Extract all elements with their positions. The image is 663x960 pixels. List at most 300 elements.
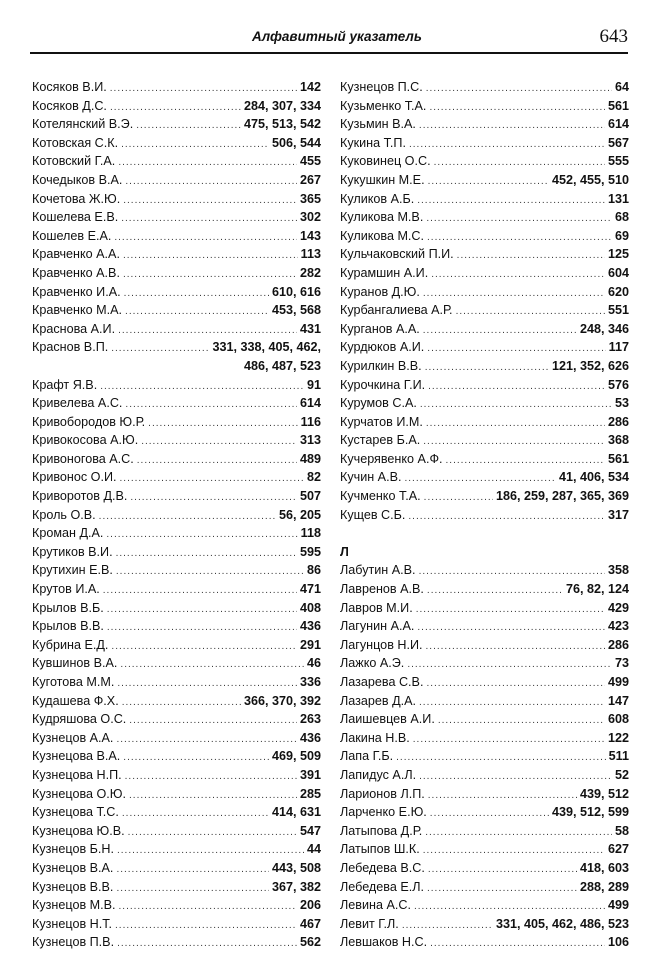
entry-name: Кривокосова А.Ю. (32, 433, 139, 448)
entry-pages: 471 (299, 582, 321, 597)
dot-leader (130, 489, 297, 506)
index-entry (340, 338, 629, 357)
entry-pages: 125 (607, 247, 629, 262)
index-entry (32, 264, 321, 283)
index-entry (340, 487, 629, 506)
entry-pages: 68 (614, 210, 629, 225)
entry-pages: 431 (299, 321, 321, 336)
entry-pages: 614 (607, 117, 629, 132)
dot-leader (434, 154, 605, 171)
entry-pages: 267 (299, 172, 321, 187)
index-entry (340, 134, 629, 153)
entry-pages: 486, 487, 523 (243, 358, 321, 373)
entry-name: Кривонос О.И. (32, 470, 117, 485)
entry-name: Курчатов И.М. (340, 414, 423, 429)
index-entry (340, 115, 629, 134)
dot-leader (426, 210, 612, 227)
index-entry (32, 376, 321, 395)
entry-name: Краснова А.И. (32, 321, 116, 336)
entry-pages: 561 (607, 451, 629, 466)
entry-name: Лебедева В.С. (340, 860, 425, 875)
entry-name: Кукина Т.П. (340, 135, 406, 150)
index-entry (340, 190, 629, 209)
entry-pages: 436 (299, 730, 321, 745)
entry-pages: 286 (607, 414, 629, 429)
index-entry (340, 617, 629, 636)
entry-pages: 118 (300, 526, 321, 541)
entry-pages: 317 (607, 507, 629, 522)
index-entry (32, 320, 321, 339)
dot-leader (417, 192, 605, 209)
entry-name: Курганов А.А. (340, 321, 420, 336)
entry-name: Кузнецова Ю.В. (32, 823, 125, 838)
entry-name: Кузнецова Н.П. (32, 767, 122, 782)
dot-leader (107, 601, 297, 618)
index-entry (340, 78, 629, 97)
entry-name: Кузнецова В.А. (32, 749, 121, 764)
entry-pages: 86 (306, 563, 321, 578)
index-entry (340, 97, 629, 116)
dot-leader (111, 638, 297, 655)
index-entry (32, 785, 321, 804)
index-entry (32, 190, 321, 209)
dot-leader (125, 173, 297, 190)
index-entry (340, 227, 629, 246)
dot-leader (118, 154, 297, 171)
index-entry (32, 134, 321, 153)
dot-leader (123, 266, 297, 283)
entry-pages: 595 (299, 544, 321, 559)
entry-pages: 56, 205 (278, 507, 321, 522)
entry-pages: 117 (608, 340, 629, 355)
entry-name: Лагунцов Н.И. (340, 637, 423, 652)
dot-leader (438, 712, 605, 729)
index-entry (32, 394, 321, 413)
dot-leader (116, 563, 304, 580)
entry-name: Котелянский В.Э. (32, 117, 134, 132)
index-column-left (32, 78, 321, 952)
entry-pages: 551 (607, 303, 629, 318)
entry-name: Кучменко Т.А. (340, 489, 421, 504)
entry-pages: 576 (607, 377, 629, 392)
entry-pages: 106 (607, 935, 629, 950)
index-entry (340, 636, 629, 655)
index-entry (340, 264, 629, 283)
index-entry (32, 747, 321, 766)
entry-pages: 604 (607, 265, 629, 280)
index-entry (340, 803, 629, 822)
dot-leader (420, 396, 612, 413)
dot-leader (114, 229, 297, 246)
index-entry (340, 376, 629, 395)
dot-leader (141, 433, 297, 450)
entry-name: Кудашева Ф.Х. (32, 693, 119, 708)
index-entry (340, 729, 629, 748)
entry-pages: 610, 616 (271, 284, 321, 299)
entry-name: Лазарев Д.А. (340, 693, 417, 708)
index-entry (32, 915, 321, 934)
index-entry (32, 506, 321, 525)
dot-leader (119, 898, 297, 915)
entry-pages: 282 (299, 265, 321, 280)
index-entry (340, 822, 629, 841)
index-entry (340, 747, 629, 766)
dot-leader (106, 526, 297, 543)
dot-leader (427, 880, 577, 897)
entry-pages: 131 (607, 191, 629, 206)
dot-leader (417, 619, 605, 636)
entry-name: Куранов Д.Ю. (340, 284, 420, 299)
entry-name: Кроль О.В. (32, 507, 96, 522)
entry-pages: 453, 568 (271, 303, 321, 318)
entry-pages: 142 (299, 80, 321, 94)
entry-name: Лебедева Е.Л. (340, 879, 424, 894)
entry-name: Кузнецов В.В. (32, 879, 114, 894)
index-entry (32, 933, 321, 952)
entry-name: Кошелев Е.А. (32, 228, 112, 243)
entry-name: Кучин А.В. (340, 470, 402, 485)
entry-pages: 620 (607, 284, 629, 299)
page-number: 643 (599, 26, 628, 47)
entry-name: Лажко А.Э. (340, 656, 405, 671)
entry-name: Куликова М.С. (340, 228, 425, 243)
entry-name: Крылов В.В. (32, 619, 104, 634)
dot-leader (116, 731, 297, 748)
entry-pages: 263 (299, 712, 321, 727)
entry-pages: 313 (299, 433, 321, 448)
entry-pages: 499 (607, 898, 629, 913)
entry-pages: 439, 512, 599 (551, 805, 629, 820)
index-entry (340, 933, 629, 952)
dot-leader (116, 880, 269, 897)
entry-name: Ларионов Л.П. (340, 786, 425, 801)
index-entry (340, 431, 629, 450)
dot-leader (426, 415, 605, 432)
dot-leader (424, 489, 493, 506)
entry-name: Кузнецова О.Ю. (32, 786, 127, 801)
dot-leader (107, 619, 297, 636)
entry-pages: 391 (299, 767, 321, 782)
entry-name: Кузнецов А.А. (32, 730, 114, 745)
dot-leader (396, 749, 606, 766)
entry-pages: 41, 406, 534 (558, 470, 629, 485)
entry-name: Лавренов А.В. (340, 582, 424, 597)
entry-name: Курилкин В.В. (340, 358, 422, 373)
entry-pages: 429 (607, 600, 629, 615)
dot-leader (426, 675, 605, 692)
dot-leader (124, 285, 269, 302)
entry-name: Котовский Г.А. (32, 154, 116, 169)
entry-name: Косяков В.И. (32, 80, 107, 94)
letter-heading: Л (340, 544, 349, 559)
entry-pages: 469, 509 (271, 749, 321, 764)
entry-pages: 499 (607, 675, 629, 689)
entry-name: Левина А.С. (340, 898, 411, 913)
index-entry (32, 599, 321, 618)
header-rule (30, 52, 628, 54)
index-entry (340, 561, 629, 580)
dot-leader (115, 917, 297, 934)
entry-name: Кроман Д.А. (32, 526, 104, 541)
entry-name: Крылов В.Б. (32, 600, 104, 615)
entry-pages: 336 (299, 675, 321, 689)
entry-name: Кучерявенко А.Ф. (340, 451, 443, 466)
entry-pages: 121, 352, 626 (551, 358, 629, 373)
dot-leader (427, 229, 612, 246)
index-entry (340, 878, 629, 897)
dot-leader (425, 824, 612, 841)
dot-leader (404, 470, 555, 487)
index-entry (340, 301, 629, 320)
entry-pages: 288, 289 (579, 879, 629, 894)
entry-name: Косяков Д.С. (32, 98, 107, 113)
running-head (30, 28, 628, 50)
index-entry (340, 506, 629, 525)
entry-pages: 53 (614, 396, 629, 411)
dot-leader (120, 470, 304, 487)
dot-leader (122, 694, 241, 711)
dot-leader (446, 452, 605, 469)
entry-name: Кузьмин В.А. (340, 117, 416, 132)
index-entry (340, 394, 629, 413)
dot-leader (402, 917, 493, 934)
dot-leader (426, 80, 612, 97)
entry-name: Лапа Г.Б. (340, 749, 394, 764)
entry-name: Криворотов Д.В. (32, 489, 128, 504)
dot-leader (137, 452, 297, 469)
index-entry (32, 450, 321, 469)
index-entry (32, 78, 321, 97)
index-entry (32, 840, 321, 859)
entry-name: Кудряшова О.С. (32, 712, 127, 727)
entry-name: Кузнецова Т.С. (32, 805, 119, 820)
entry-pages: 408 (299, 600, 321, 615)
entry-name: Кошелева Е.В. (32, 210, 119, 225)
entry-pages: 436 (299, 619, 321, 634)
dot-leader (423, 285, 605, 302)
dot-leader (117, 842, 304, 859)
dot-leader (419, 694, 605, 711)
index-section-l (340, 561, 629, 951)
entry-pages: 76, 82, 124 (565, 582, 629, 597)
index-entry (32, 97, 321, 116)
index-entry (340, 283, 629, 302)
running-head-title: Алфавитный указатель (252, 29, 422, 44)
entry-pages: 365 (299, 191, 321, 206)
index-entry (32, 413, 321, 432)
index-entry (32, 561, 321, 580)
entry-name: Куликова М.В. (340, 210, 424, 225)
entry-name: Кривоногова А.С. (32, 451, 134, 466)
entry-name: Кравченко М.А. (32, 303, 123, 318)
entry-pages: 91 (306, 377, 321, 392)
dot-leader (428, 378, 605, 395)
entry-pages: 561 (607, 98, 629, 113)
entry-name: Кузьменко Т.А. (340, 98, 427, 113)
entry-name: Кукушкин М.Е. (340, 172, 425, 187)
entry-name: Кубрина Е.Д. (32, 637, 109, 652)
dot-leader (419, 563, 605, 580)
entry-name: Курумов С.А. (340, 396, 417, 411)
index-entry (340, 320, 629, 339)
index-entry (32, 338, 321, 357)
entry-name: Лаишевцев А.И. (340, 712, 435, 727)
index-entry (340, 413, 629, 432)
index-entry (32, 301, 321, 320)
index-entry (32, 543, 321, 562)
dot-leader (456, 303, 605, 320)
entry-pages: 358 (607, 563, 629, 578)
entry-name: Лапидус А.Л. (340, 767, 417, 782)
entry-pages: 331, 338, 405, 462, (212, 340, 321, 355)
dot-leader (413, 731, 605, 748)
entry-pages: 627 (607, 842, 629, 857)
entry-pages: 367, 382 (271, 879, 321, 894)
dot-leader (408, 508, 605, 525)
index-entry (32, 896, 321, 915)
dot-leader (427, 582, 563, 599)
index-entry (340, 915, 629, 934)
entry-pages: 452, 455, 510 (551, 172, 629, 187)
entry-name: Кравченко А.А. (32, 247, 120, 262)
index-entry (32, 766, 321, 785)
entry-name: Кравченко И.А. (32, 284, 121, 299)
entry-pages: 414, 631 (271, 805, 321, 820)
index-entry (340, 580, 629, 599)
dot-leader (426, 638, 605, 655)
entry-pages: 489 (299, 451, 321, 466)
entry-name: Кульчаковский П.И. (340, 247, 454, 262)
index-entry (340, 785, 629, 804)
dot-leader (427, 340, 605, 357)
entry-pages: 302 (299, 210, 321, 225)
index-entry (32, 431, 321, 450)
entry-pages: 423 (607, 619, 629, 634)
index-entry (340, 859, 629, 878)
dot-leader (428, 861, 577, 878)
entry-name: Котовская С.К. (32, 135, 119, 150)
entry-name: Кустарев Б.А. (340, 433, 421, 448)
entry-pages: 284, 307, 334 (243, 98, 321, 113)
entry-pages: 562 (299, 935, 321, 950)
entry-name: Латыпов Ш.К. (340, 842, 420, 857)
dot-leader (99, 508, 276, 525)
entry-pages: 286 (607, 637, 629, 652)
entry-pages: 507 (299, 489, 321, 504)
index-section-k (340, 78, 629, 524)
dot-leader (123, 247, 298, 264)
entry-pages: 69 (614, 228, 629, 243)
entry-name: Кузнецов П.С. (340, 80, 423, 94)
index-entry (32, 468, 321, 487)
entry-pages: 285 (299, 786, 321, 801)
entry-name: Курочкина Г.И. (340, 377, 426, 392)
entry-name: Кущев С.Б. (340, 507, 406, 522)
dot-leader (136, 117, 241, 134)
entry-pages: 52 (614, 767, 629, 782)
index-entry (32, 171, 321, 190)
index-entry (32, 673, 321, 692)
dot-leader (117, 935, 297, 952)
dot-leader (118, 322, 297, 339)
dot-leader (407, 656, 612, 673)
entry-pages: 64 (614, 80, 629, 94)
index-entry (340, 654, 629, 673)
index-entry (32, 692, 321, 711)
entry-pages: 147 (607, 693, 629, 708)
dot-leader (117, 675, 297, 692)
index-entry (340, 692, 629, 711)
dot-leader (409, 136, 605, 153)
index-entry (32, 580, 321, 599)
dot-leader (430, 935, 605, 952)
entry-name: Лагунин А.А. (340, 619, 415, 634)
entry-pages: 614 (299, 396, 321, 411)
entry-name: Левшаков Н.С. (340, 935, 428, 950)
entry-name: Лабутин А.В. (340, 563, 416, 578)
entry-name: Левит Г.Л. (340, 916, 399, 931)
dot-leader (123, 749, 269, 766)
dot-leader (419, 768, 612, 785)
index-entry (32, 283, 321, 302)
dot-leader (128, 824, 297, 841)
entry-pages: 116 (300, 414, 321, 429)
dot-leader (423, 433, 605, 450)
entry-pages: 82 (306, 470, 321, 485)
entry-pages: 366, 370, 392 (243, 693, 321, 708)
index-entry (32, 115, 321, 134)
dot-leader (125, 768, 297, 785)
dot-leader (120, 656, 304, 673)
dot-leader (121, 210, 297, 227)
section-spacer (340, 524, 629, 543)
entry-name: Кривобородов Ю.Р. (32, 414, 146, 429)
entry-pages: 206 (299, 898, 321, 913)
entry-name: Кувшинов В.А. (32, 656, 118, 671)
entry-pages: 467 (299, 916, 321, 931)
dot-leader (425, 359, 549, 376)
entry-name: Краснов В.П. (32, 340, 109, 355)
entry-pages: 555 (607, 154, 629, 169)
dot-leader (419, 117, 605, 134)
index-entry (32, 729, 321, 748)
entry-pages: 58 (614, 823, 629, 838)
entry-name: Курамшин А.И. (340, 265, 429, 280)
dot-leader (423, 842, 605, 859)
entry-pages: 46 (306, 656, 321, 671)
entry-name: Крутиков В.И. (32, 544, 113, 559)
index-entry (32, 654, 321, 673)
entry-pages: 143 (299, 228, 321, 243)
dot-leader (129, 787, 297, 804)
dot-leader (431, 266, 605, 283)
index-entry (32, 822, 321, 841)
dot-leader (430, 805, 549, 822)
entry-pages: 511 (608, 749, 629, 764)
entry-name: Ларченко Е.Ю. (340, 805, 427, 820)
entry-pages: 331, 405, 462, 486, 523 (495, 916, 629, 931)
index-entry (32, 636, 321, 655)
entry-name: Крафт Я.В. (32, 377, 98, 392)
entry-pages: 443, 508 (271, 860, 321, 875)
index-entry-continuation (32, 357, 321, 376)
index-entry (340, 710, 629, 729)
dot-leader (129, 712, 297, 729)
dot-leader (125, 396, 297, 413)
index-entry (32, 878, 321, 897)
dot-leader (122, 805, 269, 822)
dot-leader (414, 898, 605, 915)
